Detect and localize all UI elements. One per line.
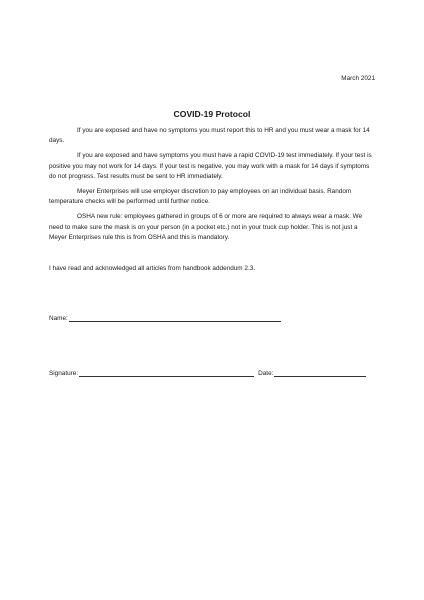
paragraph-osha-rule: OSHA new rule: employees gathered in groups of 6 or more are required to always wear a mask. We need to make sure the mask is on your person (in a pocket etc.) not in your truck cup holder. This is not just a Meyer Enterprises rule this is from OSHA and this is mandatory. <box>49 213 363 241</box>
date-line[interactable] <box>274 368 366 377</box>
signature-line[interactable] <box>79 368 254 377</box>
name-line[interactable] <box>69 313 281 322</box>
paragraph-symptoms: If you are exposed and have symptoms you must have a rapid COVID-19 test immediately. If your test is positive you may not work for 14 days. If your test is negative, you may work with a mask for 14 days if symptoms do not progress. Test results must be sent to HR immediately. <box>49 152 372 180</box>
signature-label: Signature: <box>49 370 79 377</box>
document-date: March 2021 <box>341 75 375 82</box>
name-field[interactable] <box>49 313 281 322</box>
acknowledgement-statement: I have read and acknowledged all articles from handbook addendum 2.3. <box>49 265 256 272</box>
name-label: Name: <box>49 315 68 322</box>
paragraph-no-symptoms: If you are exposed and have no symptoms you must report this to HR and you must wear a mask for 14 days. <box>49 127 370 145</box>
protocol-body <box>49 126 376 248</box>
date-label: Date: <box>258 370 274 377</box>
paragraph-pay-discretion: Meyer Enterprises will use employer discretion to pay employees on an individual basis. Random temperature checks will be performed until further notice. <box>49 188 352 206</box>
signature-row <box>49 368 366 377</box>
document-title: COVID-19 Protocol <box>173 109 251 119</box>
